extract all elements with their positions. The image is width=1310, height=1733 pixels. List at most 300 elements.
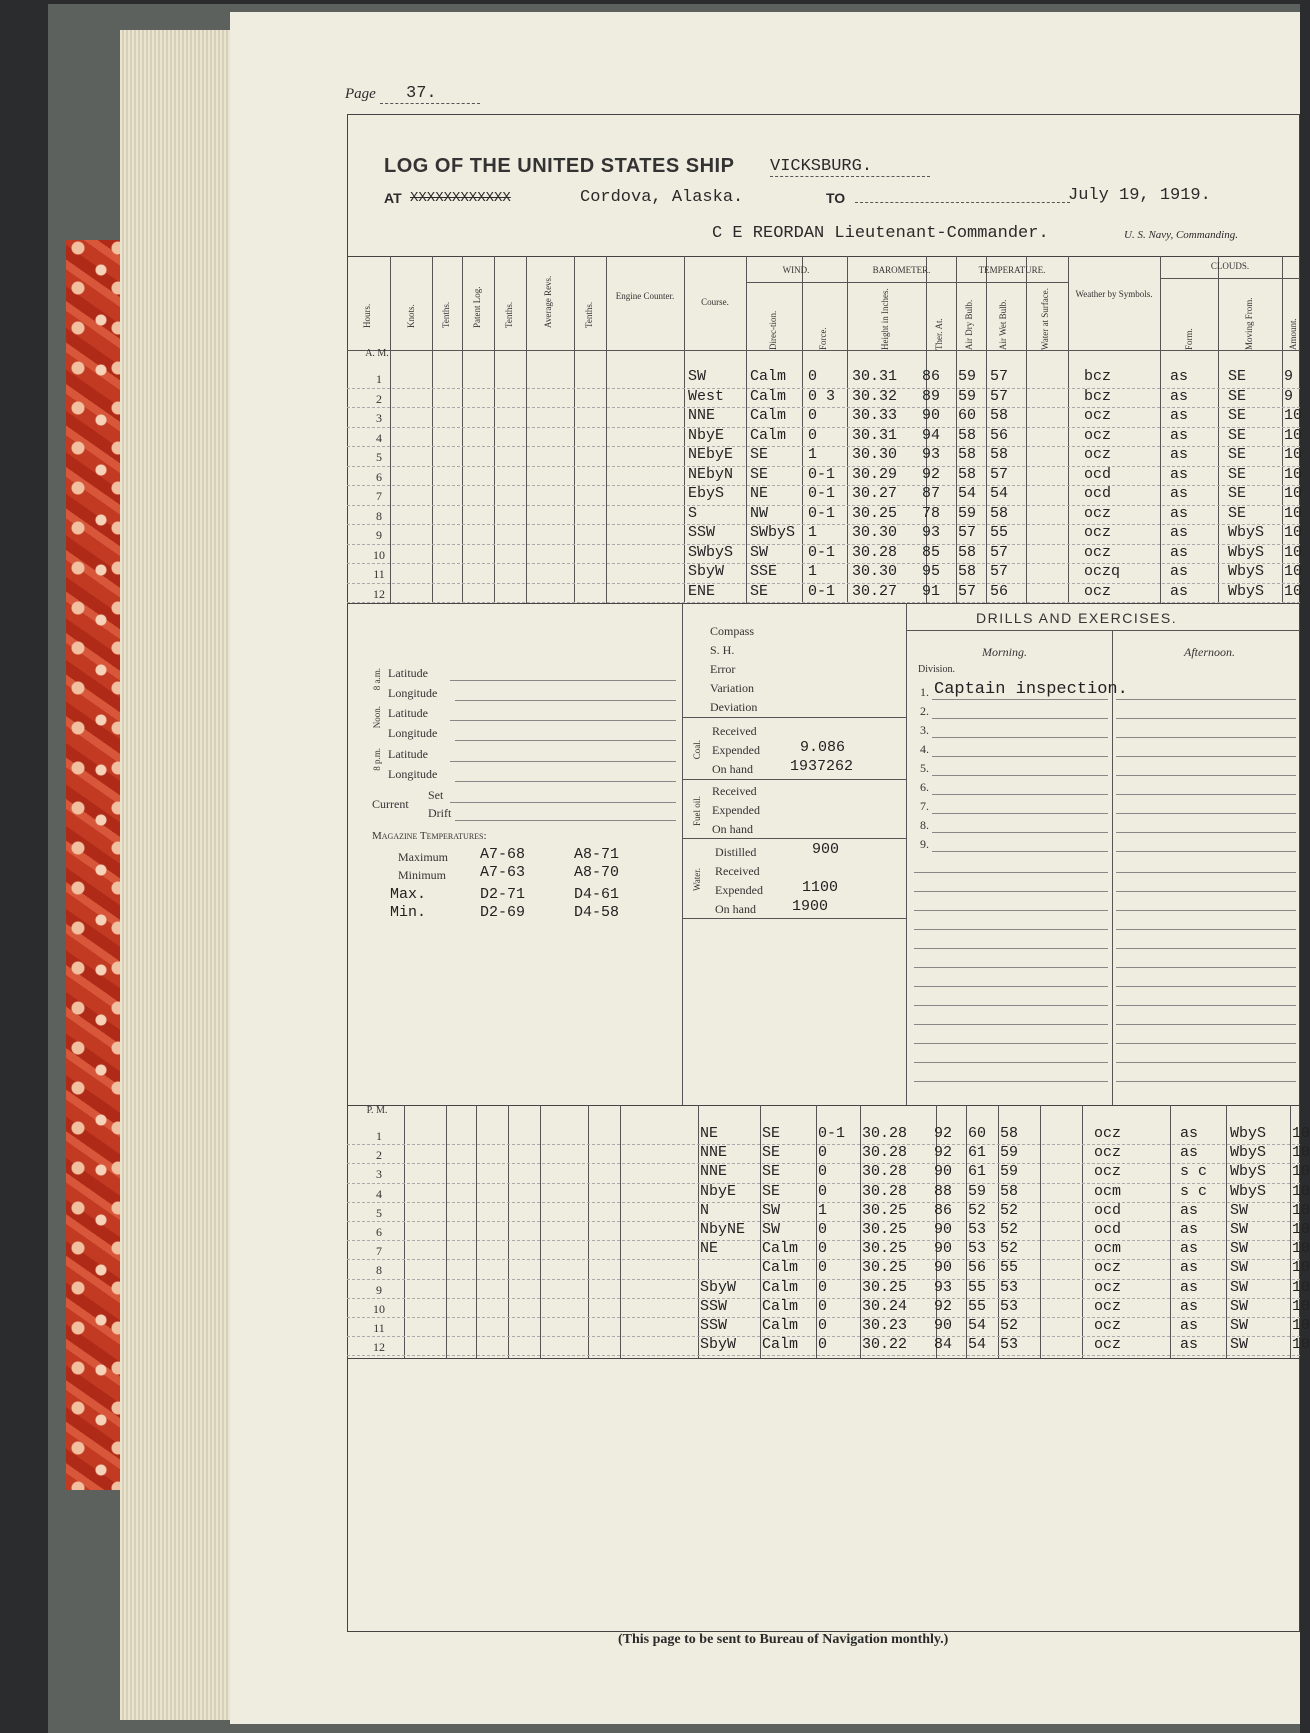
dir-cell: SE — [762, 1125, 781, 1142]
column-divider — [446, 1105, 447, 1358]
force-cell: 0 — [808, 426, 818, 444]
force-cell: 0 — [818, 1163, 828, 1181]
height-cell: 30.30 — [852, 524, 898, 541]
afternoon-label: Afternoon. — [1184, 645, 1235, 659]
form-cell: as — [1180, 1240, 1199, 1258]
hour-cell: 1 — [376, 372, 382, 386]
wet-cell: 53 — [1000, 1297, 1019, 1315]
column-header: Form. — [1184, 328, 1194, 350]
magazine-max-d2: D2-71 — [480, 886, 526, 903]
dir-cell: SE — [750, 446, 769, 463]
form-cell: as — [1170, 446, 1189, 463]
water-distilled-value: 900 — [812, 841, 840, 858]
set-label: Set — [428, 788, 444, 802]
wet-cell: 58 — [990, 504, 1009, 522]
wet-cell: 53 — [1000, 1278, 1019, 1296]
wet-cell: 52 — [1000, 1201, 1019, 1219]
drill-line — [914, 1081, 1108, 1082]
column-header: Air Wet Bulb. — [998, 299, 1008, 350]
amount-cell: 10 — [1292, 1163, 1310, 1181]
force-cell: 0 — [818, 1240, 828, 1258]
weather-cell: ocz — [1094, 1259, 1122, 1277]
position-noon-label: Noon. — [372, 706, 382, 729]
column-divider — [620, 1105, 621, 1358]
wet-cell: 57 — [990, 563, 1009, 580]
hour-cell: 12 — [373, 586, 385, 601]
height-cell: 30.28 — [862, 1144, 908, 1162]
force-cell: 1 — [808, 446, 818, 463]
dry-cell: 59 — [968, 1182, 987, 1200]
moving-cell: SW — [1230, 1278, 1249, 1296]
moving-cell: SE — [1228, 485, 1247, 502]
column-divider — [998, 1105, 999, 1358]
line — [455, 781, 676, 782]
dry-cell: 58 — [958, 465, 977, 483]
course-cell: SSW — [700, 1317, 728, 1334]
height-cell: 30.25 — [862, 1201, 908, 1219]
force-cell: 0 3 — [808, 387, 836, 405]
course-cell: NEbyN — [688, 465, 734, 483]
ther-cell: 92 — [934, 1297, 953, 1315]
middle-section-bottom-rule — [347, 1105, 1300, 1106]
force-cell: 0-1 — [808, 543, 836, 561]
hour-cell: 4 — [376, 430, 382, 445]
wet-cell: 52 — [1000, 1317, 1019, 1334]
course-cell: SW — [688, 368, 707, 385]
dir-cell: Calm — [750, 368, 787, 385]
magazine-max-a7: A7-68 — [480, 846, 526, 863]
hour-cell: 1 — [376, 1129, 382, 1143]
line — [455, 820, 676, 821]
column-header: Hours. — [362, 303, 372, 328]
course-cell: NNE — [700, 1163, 728, 1181]
water-distilled-label: Distilled — [715, 845, 757, 859]
column-divider — [432, 256, 433, 603]
latitude-label: Latitude — [388, 747, 428, 761]
magazine-min-d4: D4-58 — [574, 904, 620, 921]
moving-cell: WbyS — [1228, 524, 1265, 541]
column-header: Patent Log. — [472, 286, 482, 328]
column-divider — [966, 1105, 967, 1358]
dry-cell: 55 — [968, 1297, 987, 1315]
division-label: Division. — [918, 664, 955, 675]
drill-line — [914, 1005, 1108, 1006]
hour-cell: 6 — [376, 1225, 382, 1239]
hour-cell: 10 — [373, 1301, 385, 1316]
page-number: 37. — [380, 84, 480, 104]
column-header: Force. — [818, 327, 828, 350]
drill-line — [932, 832, 1108, 833]
longitude-label: Longitude — [388, 726, 438, 740]
height-cell: 30.28 — [862, 1182, 908, 1200]
column-header: Course. — [701, 297, 729, 307]
height-cell: 30.25 — [862, 1240, 908, 1258]
course-cell: EbyS — [688, 485, 725, 502]
column-header: Tenths. — [441, 301, 451, 328]
moving-cell: SW — [1230, 1201, 1249, 1219]
wet-cell: 57 — [990, 543, 1009, 561]
dry-cell: 60 — [968, 1125, 987, 1142]
hour-cell: 6 — [376, 469, 382, 484]
latitude-label: Latitude — [388, 706, 428, 720]
height-cell: 30.30 — [852, 563, 898, 580]
page-label: Page — [345, 86, 376, 102]
drill-number: 1. — [920, 685, 929, 699]
drill-line — [1116, 929, 1296, 930]
hour-cell: 7 — [376, 1244, 382, 1259]
ther-cell: 86 — [934, 1201, 953, 1219]
weather-cell: ocz — [1084, 582, 1112, 600]
form-cell: as — [1170, 387, 1189, 405]
height-cell: 30.31 — [852, 368, 898, 385]
column-divider — [476, 1105, 477, 1358]
force-cell: 0 — [808, 368, 818, 385]
column-header: Ther. At. — [934, 318, 944, 350]
height-cell: 30.25 — [862, 1278, 908, 1296]
drill-number: 9. — [920, 837, 929, 851]
amount-cell: 10 — [1284, 485, 1303, 502]
column-divider — [860, 1105, 861, 1358]
drill-line — [1116, 718, 1296, 719]
weather-cell: ocz — [1094, 1297, 1122, 1315]
form-cell: as — [1180, 1278, 1199, 1296]
column-divider — [816, 1105, 817, 1358]
magazine-max-a8: A8-71 — [574, 846, 620, 863]
current-label: Current — [372, 797, 409, 811]
drill-line — [914, 929, 1108, 930]
line — [682, 779, 906, 780]
dir-cell: SW — [750, 543, 769, 561]
weather-cell: ocd — [1094, 1201, 1122, 1219]
drill-line — [914, 986, 1108, 987]
form-cell: as — [1170, 582, 1189, 600]
dry-cell: 57 — [958, 524, 977, 541]
pm-table-bottom-rule — [347, 1358, 1300, 1359]
amount-cell: 9 — [1284, 368, 1294, 385]
height-cell: 30.25 — [852, 504, 898, 522]
dir-cell: Calm — [762, 1336, 799, 1354]
dry-cell: 57 — [958, 582, 977, 600]
weather-cell: ocz — [1084, 543, 1112, 561]
weather-cell: ocd — [1084, 485, 1112, 502]
ther-cell: 90 — [934, 1259, 953, 1277]
dir-cell: SE — [762, 1182, 781, 1200]
water-label: Water. — [692, 868, 702, 892]
column-header: WIND. — [782, 265, 810, 275]
line — [906, 630, 1300, 631]
column-header: Air Dry Bulb. — [964, 299, 974, 350]
ther-cell: 93 — [934, 1278, 953, 1296]
dry-cell: 58 — [958, 446, 977, 463]
force-cell: 0 — [818, 1182, 828, 1200]
course-cell: SbyW — [700, 1278, 737, 1296]
amount-cell: 10 — [1292, 1125, 1310, 1142]
to-label: TO — [826, 190, 846, 206]
wet-cell: 57 — [990, 387, 1009, 405]
drill-line — [914, 910, 1108, 911]
column-header: Engine Counter. — [615, 291, 675, 301]
dir-cell: SWbyS — [750, 524, 796, 541]
line — [450, 680, 676, 681]
dir-cell: NW — [750, 504, 769, 522]
dry-cell: 58 — [958, 543, 977, 561]
course-cell: SSW — [688, 524, 716, 541]
hour-cell: 9 — [376, 1282, 382, 1297]
weather-cell: ocm — [1094, 1240, 1122, 1258]
weather-cell: ocz — [1094, 1125, 1122, 1142]
height-cell: 30.31 — [852, 426, 898, 444]
column-header: Average Revs. — [543, 275, 553, 328]
line — [682, 717, 906, 718]
amount-cell: 10 — [1284, 563, 1303, 580]
amount-cell: 10 — [1292, 1317, 1310, 1334]
position-8pm-label: 8 p.m. — [372, 748, 382, 771]
force-cell: 1 — [808, 563, 818, 580]
drill-number: 3. — [920, 723, 929, 737]
course-cell: SSW — [700, 1297, 728, 1315]
ther-cell: 92 — [922, 465, 941, 483]
form-cell: as — [1170, 465, 1189, 483]
period-label: A. M. — [365, 348, 389, 359]
drill-line — [914, 1062, 1108, 1063]
moving-cell: WbyS — [1230, 1144, 1267, 1162]
maximum-label: Maximum — [398, 850, 448, 864]
weather-cell: ocz — [1094, 1144, 1122, 1162]
drill-line — [1116, 794, 1296, 795]
column-divider — [760, 1105, 761, 1358]
column-header: TEMPERATURE. — [978, 265, 1046, 275]
ther-cell: 87 — [922, 485, 941, 502]
dry-cell: 59 — [958, 504, 977, 522]
dry-cell: 54 — [968, 1317, 987, 1334]
drill-line — [932, 737, 1108, 738]
amount-cell: 10 — [1284, 407, 1303, 424]
moving-cell: WbyS — [1230, 1125, 1267, 1142]
drill-line — [1116, 1062, 1296, 1063]
moving-cell: SE — [1228, 504, 1247, 522]
force-cell: 1 — [808, 524, 818, 541]
dir-cell: Calm — [762, 1317, 799, 1334]
hour-cell: 5 — [376, 1205, 382, 1220]
drills-title: DRILLS AND EXERCISES. — [976, 610, 1178, 626]
course-cell: N — [700, 1201, 710, 1219]
amount-cell: 10 — [1284, 465, 1303, 483]
wet-cell: 58 — [990, 446, 1009, 463]
course-cell: West — [688, 387, 725, 405]
form-cell: s c — [1180, 1182, 1208, 1200]
hour-cell: 8 — [376, 508, 382, 523]
dry-cell: 60 — [958, 407, 977, 424]
weather-cell: ocz — [1094, 1278, 1122, 1296]
ther-cell: 88 — [934, 1182, 953, 1200]
column-divider — [1290, 1105, 1291, 1358]
drill-line — [932, 775, 1108, 776]
height-cell: 30.22 — [862, 1336, 908, 1354]
moving-cell: SW — [1230, 1336, 1249, 1354]
compass-label: Compass — [710, 624, 755, 638]
weather-cell: ocz — [1094, 1317, 1122, 1334]
course-cell: NbyNE — [700, 1221, 746, 1238]
ther-cell: 92 — [934, 1125, 953, 1142]
weather-cell: ocz — [1094, 1336, 1122, 1354]
wet-cell: 56 — [990, 426, 1009, 444]
dry-cell: 53 — [968, 1240, 987, 1258]
amount-cell: 10 — [1292, 1336, 1310, 1354]
wet-cell: 57 — [990, 465, 1009, 483]
drill-line — [1116, 948, 1296, 949]
column-header: BAROMETER. — [872, 265, 931, 275]
period-label: P. M. — [366, 1105, 388, 1116]
fuel-received-label: Received — [712, 784, 757, 798]
drill-line — [1116, 967, 1296, 968]
dry-cell: 56 — [968, 1259, 987, 1277]
dry-cell: 55 — [968, 1278, 987, 1296]
longitude-label: Longitude — [388, 686, 438, 700]
hour-cell: 8 — [376, 1263, 382, 1278]
dir-cell: Calm — [750, 387, 787, 405]
magazine-min-a8: A8-70 — [574, 864, 620, 881]
moving-cell: SE — [1228, 387, 1247, 405]
dry-cell: 54 — [958, 485, 977, 502]
column-header: Knots. — [406, 304, 416, 328]
wet-cell: 54 — [990, 485, 1009, 502]
moving-cell: SE — [1228, 407, 1247, 424]
weather-cell: ocd — [1094, 1221, 1122, 1238]
drill-line — [1116, 737, 1296, 738]
force-cell: 0-1 — [818, 1125, 846, 1142]
force-cell: 0 — [808, 407, 818, 424]
weather-cell: ocz — [1084, 504, 1112, 522]
ther-cell: 86 — [922, 368, 941, 385]
form-cell: as — [1170, 368, 1189, 385]
weather-cell: ocz — [1094, 1163, 1122, 1181]
amount-cell: 10 — [1284, 504, 1303, 522]
form-cell: as — [1180, 1336, 1199, 1354]
form-cell: as — [1170, 504, 1189, 522]
force-cell: 0 — [818, 1144, 828, 1162]
weather-cell: bcz — [1084, 368, 1112, 385]
form-cell: as — [1180, 1125, 1199, 1142]
wet-cell: 58 — [990, 407, 1009, 424]
course-cell: SWbyS — [688, 543, 734, 561]
fuel-oil-label: Fuel oil. — [692, 796, 702, 827]
column-divider — [404, 1105, 405, 1358]
weather-cell: oczq — [1084, 563, 1121, 580]
moving-cell: WbyS — [1230, 1182, 1267, 1200]
column-divider — [1068, 256, 1069, 603]
form-cell: as — [1180, 1221, 1199, 1238]
height-cell: 30.28 — [862, 1163, 908, 1181]
ther-cell: 90 — [934, 1317, 953, 1334]
water-on-hand-value: 1900 — [792, 898, 829, 915]
course-cell: SbyW — [700, 1336, 737, 1354]
drill-number: 5. — [920, 761, 929, 775]
amount-cell: 10 — [1292, 1240, 1310, 1258]
ther-cell: 94 — [922, 426, 941, 444]
dir-cell: SE — [750, 465, 769, 483]
force-cell: 0 — [818, 1317, 828, 1334]
coal-on-hand-value: 1937262 — [790, 758, 854, 775]
moving-cell: WbyS — [1230, 1163, 1267, 1181]
drill-entry-1: Captain inspection. — [934, 680, 1128, 699]
column-divider — [390, 256, 391, 603]
moving-cell: SW — [1230, 1240, 1249, 1258]
height-cell: 30.25 — [862, 1221, 908, 1238]
moving-cell: WbyS — [1228, 563, 1265, 580]
column-header: Weather by Symbols. — [1075, 289, 1153, 299]
moving-cell: SE — [1228, 426, 1247, 444]
ther-cell: 91 — [922, 582, 941, 600]
coal-expended-label: Expended — [712, 743, 760, 757]
hour-cell: 11 — [373, 1321, 385, 1335]
coal-expended-value: 9.086 — [800, 739, 846, 756]
line — [450, 720, 676, 721]
weather-cell: ocz — [1084, 524, 1112, 541]
line — [682, 838, 906, 839]
amount-cell: 10 — [1284, 524, 1303, 541]
divider — [682, 603, 683, 1105]
form-cell: as — [1180, 1297, 1199, 1315]
magazine-min-d2: D2-69 — [480, 904, 526, 921]
row-line — [347, 1355, 1300, 1356]
dir-cell: SW — [762, 1221, 781, 1238]
drill-line — [914, 1043, 1108, 1044]
longitude-label: Longitude — [388, 767, 438, 781]
ther-cell: 93 — [922, 524, 941, 541]
amount-cell: 10 — [1292, 1201, 1310, 1219]
column-divider — [588, 1105, 589, 1358]
form-cell: as — [1170, 563, 1189, 580]
amount-cell: 10 — [1284, 446, 1303, 463]
ther-cell: 78 — [922, 504, 941, 522]
latitude-label: Latitude — [388, 666, 428, 680]
wet-cell: 59 — [1000, 1163, 1019, 1181]
coal-label: Coal. — [692, 740, 702, 760]
hour-cell: 2 — [376, 391, 382, 406]
column-header: Tenths. — [504, 301, 514, 328]
column-header: Moving From. — [1244, 297, 1254, 350]
column-divider — [462, 256, 463, 603]
am-table-bottom-rule — [347, 603, 1300, 604]
moving-cell: SW — [1230, 1221, 1249, 1238]
drift-label: Drift — [428, 806, 452, 820]
wet-cell: 58 — [1000, 1125, 1019, 1142]
column-divider — [606, 256, 607, 603]
moving-cell: SW — [1230, 1317, 1249, 1334]
drill-line — [914, 967, 1108, 968]
drill-line — [914, 1024, 1108, 1025]
drill-line — [1116, 699, 1296, 700]
weather-cell: bcz — [1084, 387, 1112, 405]
column-header: Water at Surface. — [1040, 288, 1050, 350]
column-divider — [540, 1105, 541, 1358]
column-header: Direc-tion. — [768, 310, 778, 350]
course-cell: NNE — [688, 407, 716, 424]
header-rule — [347, 256, 1300, 257]
ther-cell: 90 — [934, 1221, 953, 1238]
drill-number: 4. — [920, 742, 929, 756]
dry-cell: 58 — [958, 426, 977, 444]
magazine-min-a7: A7-63 — [480, 864, 526, 881]
column-divider — [1218, 256, 1219, 603]
course-cell: ENE — [688, 582, 716, 600]
fuel-on-hand-label: On hand — [712, 822, 753, 836]
ship-name: VICKSBURG. — [770, 157, 930, 177]
at-struck-text: XXXXXXXXXXXX — [410, 190, 511, 206]
height-cell: 30.28 — [862, 1125, 908, 1142]
moving-cell: WbyS — [1228, 582, 1265, 600]
height-cell: 30.29 — [852, 465, 898, 483]
